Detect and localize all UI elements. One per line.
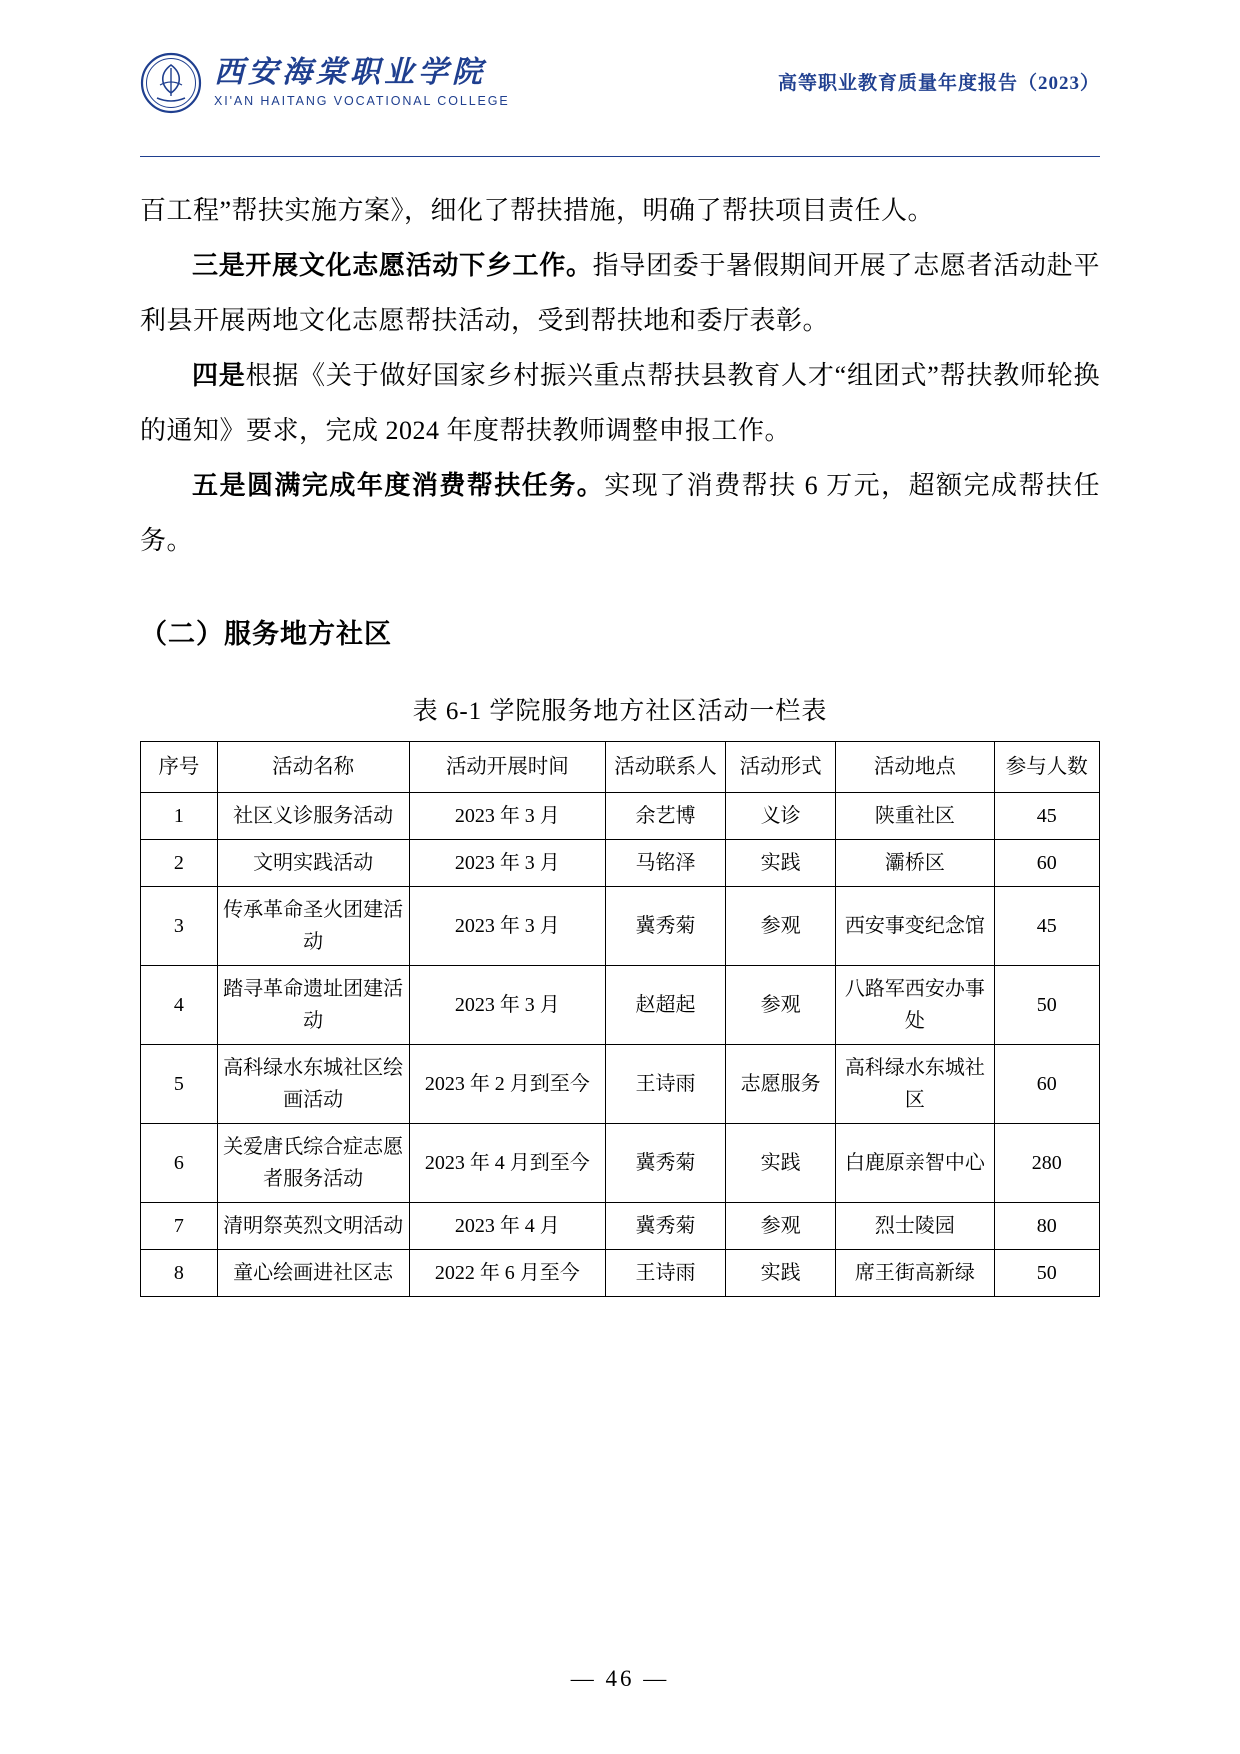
cell-time: 2022 年 6 月至今 [409, 1250, 606, 1297]
table-header-row [141, 742, 1100, 793]
cell-activity-name: 关爱唐氏综合症志愿者服务活动 [217, 1124, 409, 1203]
cell-location: 西安事变纪念馆 [836, 887, 994, 966]
column-header: 活动开展时间 [409, 742, 606, 793]
paragraph-text: 指导团委于暑假期间开展了志愿者活动赴平利县开展两地文化志愿帮扶活动，受到帮扶地和委厅表彰。 [140, 251, 1100, 335]
cell-participants: 45 [994, 887, 1100, 966]
cell-contact: 冀秀菊 [606, 1124, 726, 1203]
cell-time: 2023 年 3 月 [409, 966, 606, 1045]
cell-activity-name: 传承革命圣火团建活动 [217, 887, 409, 966]
cell-index: 1 [141, 793, 218, 840]
cell-form: 志愿服务 [725, 1045, 835, 1124]
table-row [141, 1124, 1100, 1203]
paragraph-lead: 四是 [192, 361, 246, 390]
cell-location: 陕重社区 [836, 793, 994, 840]
cell-location: 灞桥区 [836, 840, 994, 887]
cell-contact: 冀秀菊 [606, 887, 726, 966]
table-row [141, 966, 1100, 1045]
cell-contact: 冀秀菊 [606, 1203, 726, 1250]
section-heading: （二）服务地方社区 [140, 619, 392, 649]
table-row [141, 1045, 1100, 1124]
cell-index: 4 [141, 966, 218, 1045]
column-header: 活动联系人 [606, 742, 726, 793]
cell-index: 5 [141, 1045, 218, 1124]
document-body [140, 183, 1100, 568]
cell-time: 2023 年 3 月 [409, 840, 606, 887]
cell-form: 参观 [725, 966, 835, 1045]
cell-location: 白鹿原亲智中心 [836, 1124, 994, 1203]
college-brand [140, 52, 510, 114]
column-header: 活动形式 [725, 742, 835, 793]
brand-name-cn: 西安海棠职业学院 [214, 56, 486, 90]
cell-location: 八路军西安办事处 [836, 966, 994, 1045]
paragraph-lead: 五是圆满完成年度消费帮扶任务。 [192, 471, 605, 500]
page-footer: — 46 — [570, 1666, 670, 1691]
column-header: 活动地点 [836, 742, 994, 793]
table-row [141, 887, 1100, 966]
page-header [140, 0, 1100, 148]
column-header: 序号 [141, 742, 218, 793]
cell-contact: 赵超起 [606, 966, 726, 1045]
cell-form: 义诊 [725, 793, 835, 840]
paragraph [140, 458, 1100, 568]
paragraph-lead: 三是开展文化志愿活动下乡工作。 [192, 251, 593, 280]
paragraph [140, 238, 1100, 348]
cell-activity-name: 踏寻革命遗址团建活动 [217, 966, 409, 1045]
cell-activity-name: 童心绘画进社区志 [217, 1250, 409, 1297]
cell-index: 8 [141, 1250, 218, 1297]
cell-form: 实践 [725, 840, 835, 887]
cell-activity-name: 社区义诊服务活动 [217, 793, 409, 840]
cell-location: 高科绿水东城社区 [836, 1045, 994, 1124]
cell-activity-name: 清明祭英烈文明活动 [217, 1203, 409, 1250]
cell-time: 2023 年 4 月 [409, 1203, 606, 1250]
cell-time: 2023 年 2 月到至今 [409, 1045, 606, 1124]
brand-text-block [214, 58, 510, 108]
cell-participants: 50 [994, 966, 1100, 1045]
cell-index: 7 [141, 1203, 218, 1250]
cell-participants: 60 [994, 1045, 1100, 1124]
report-title: 高等职业教育质量年度报告（2023） [777, 73, 1100, 94]
cell-form: 实践 [725, 1250, 835, 1297]
community-activity-table [140, 741, 1100, 1297]
cell-location: 烈士陵园 [836, 1203, 994, 1250]
paragraph-text: 百工程”帮扶实施方案》，细化了帮扶措施，明确了帮扶项目责任人。 [140, 196, 935, 225]
table-row [141, 840, 1100, 887]
cell-index: 6 [141, 1124, 218, 1203]
cell-contact: 王诗雨 [606, 1250, 726, 1297]
paragraph-text: 根据《关于做好国家乡村振兴重点帮扶县教育人才“组团式”帮扶教师轮换的通知》要求，完成 2024 年度帮扶教师调整申报工作。 [140, 361, 1100, 445]
table-row [141, 793, 1100, 840]
cell-participants: 280 [994, 1124, 1100, 1203]
cell-form: 参观 [725, 887, 835, 966]
cell-form: 参观 [725, 1203, 835, 1250]
cell-time: 2023 年 3 月 [409, 793, 606, 840]
cell-participants: 45 [994, 793, 1100, 840]
cell-activity-name: 高科绿水东城社区绘画活动 [217, 1045, 409, 1124]
cell-participants: 50 [994, 1250, 1100, 1297]
table-caption: 表 6-1 学院服务地方社区活动一栏表 [412, 698, 828, 725]
cell-participants: 60 [994, 840, 1100, 887]
cell-activity-name: 文明实践活动 [217, 840, 409, 887]
column-header: 活动名称 [217, 742, 409, 793]
cell-index: 3 [141, 887, 218, 966]
cell-location: 席王街高新绿 [836, 1250, 994, 1297]
header-divider [140, 156, 1100, 157]
paragraph [140, 183, 1100, 238]
cell-contact: 王诗雨 [606, 1045, 726, 1124]
table-row [141, 1203, 1100, 1250]
brand-name-en: XI'AN HAITANG VOCATIONAL COLLEGE [214, 94, 510, 109]
paragraph-text: 实现了消费帮扶 6 万元，超额完成帮扶任务。 [140, 471, 1100, 555]
cell-index: 2 [141, 840, 218, 887]
cell-contact: 余艺博 [606, 793, 726, 840]
cell-time: 2023 年 3 月 [409, 887, 606, 966]
column-header: 参与人数 [994, 742, 1100, 793]
college-logo-icon [140, 52, 202, 114]
cell-time: 2023 年 4 月到至今 [409, 1124, 606, 1203]
table-row [141, 1250, 1100, 1297]
paragraph [140, 348, 1100, 458]
cell-form: 实践 [725, 1124, 835, 1203]
cell-contact: 马铭泽 [606, 840, 726, 887]
cell-participants: 80 [994, 1203, 1100, 1250]
